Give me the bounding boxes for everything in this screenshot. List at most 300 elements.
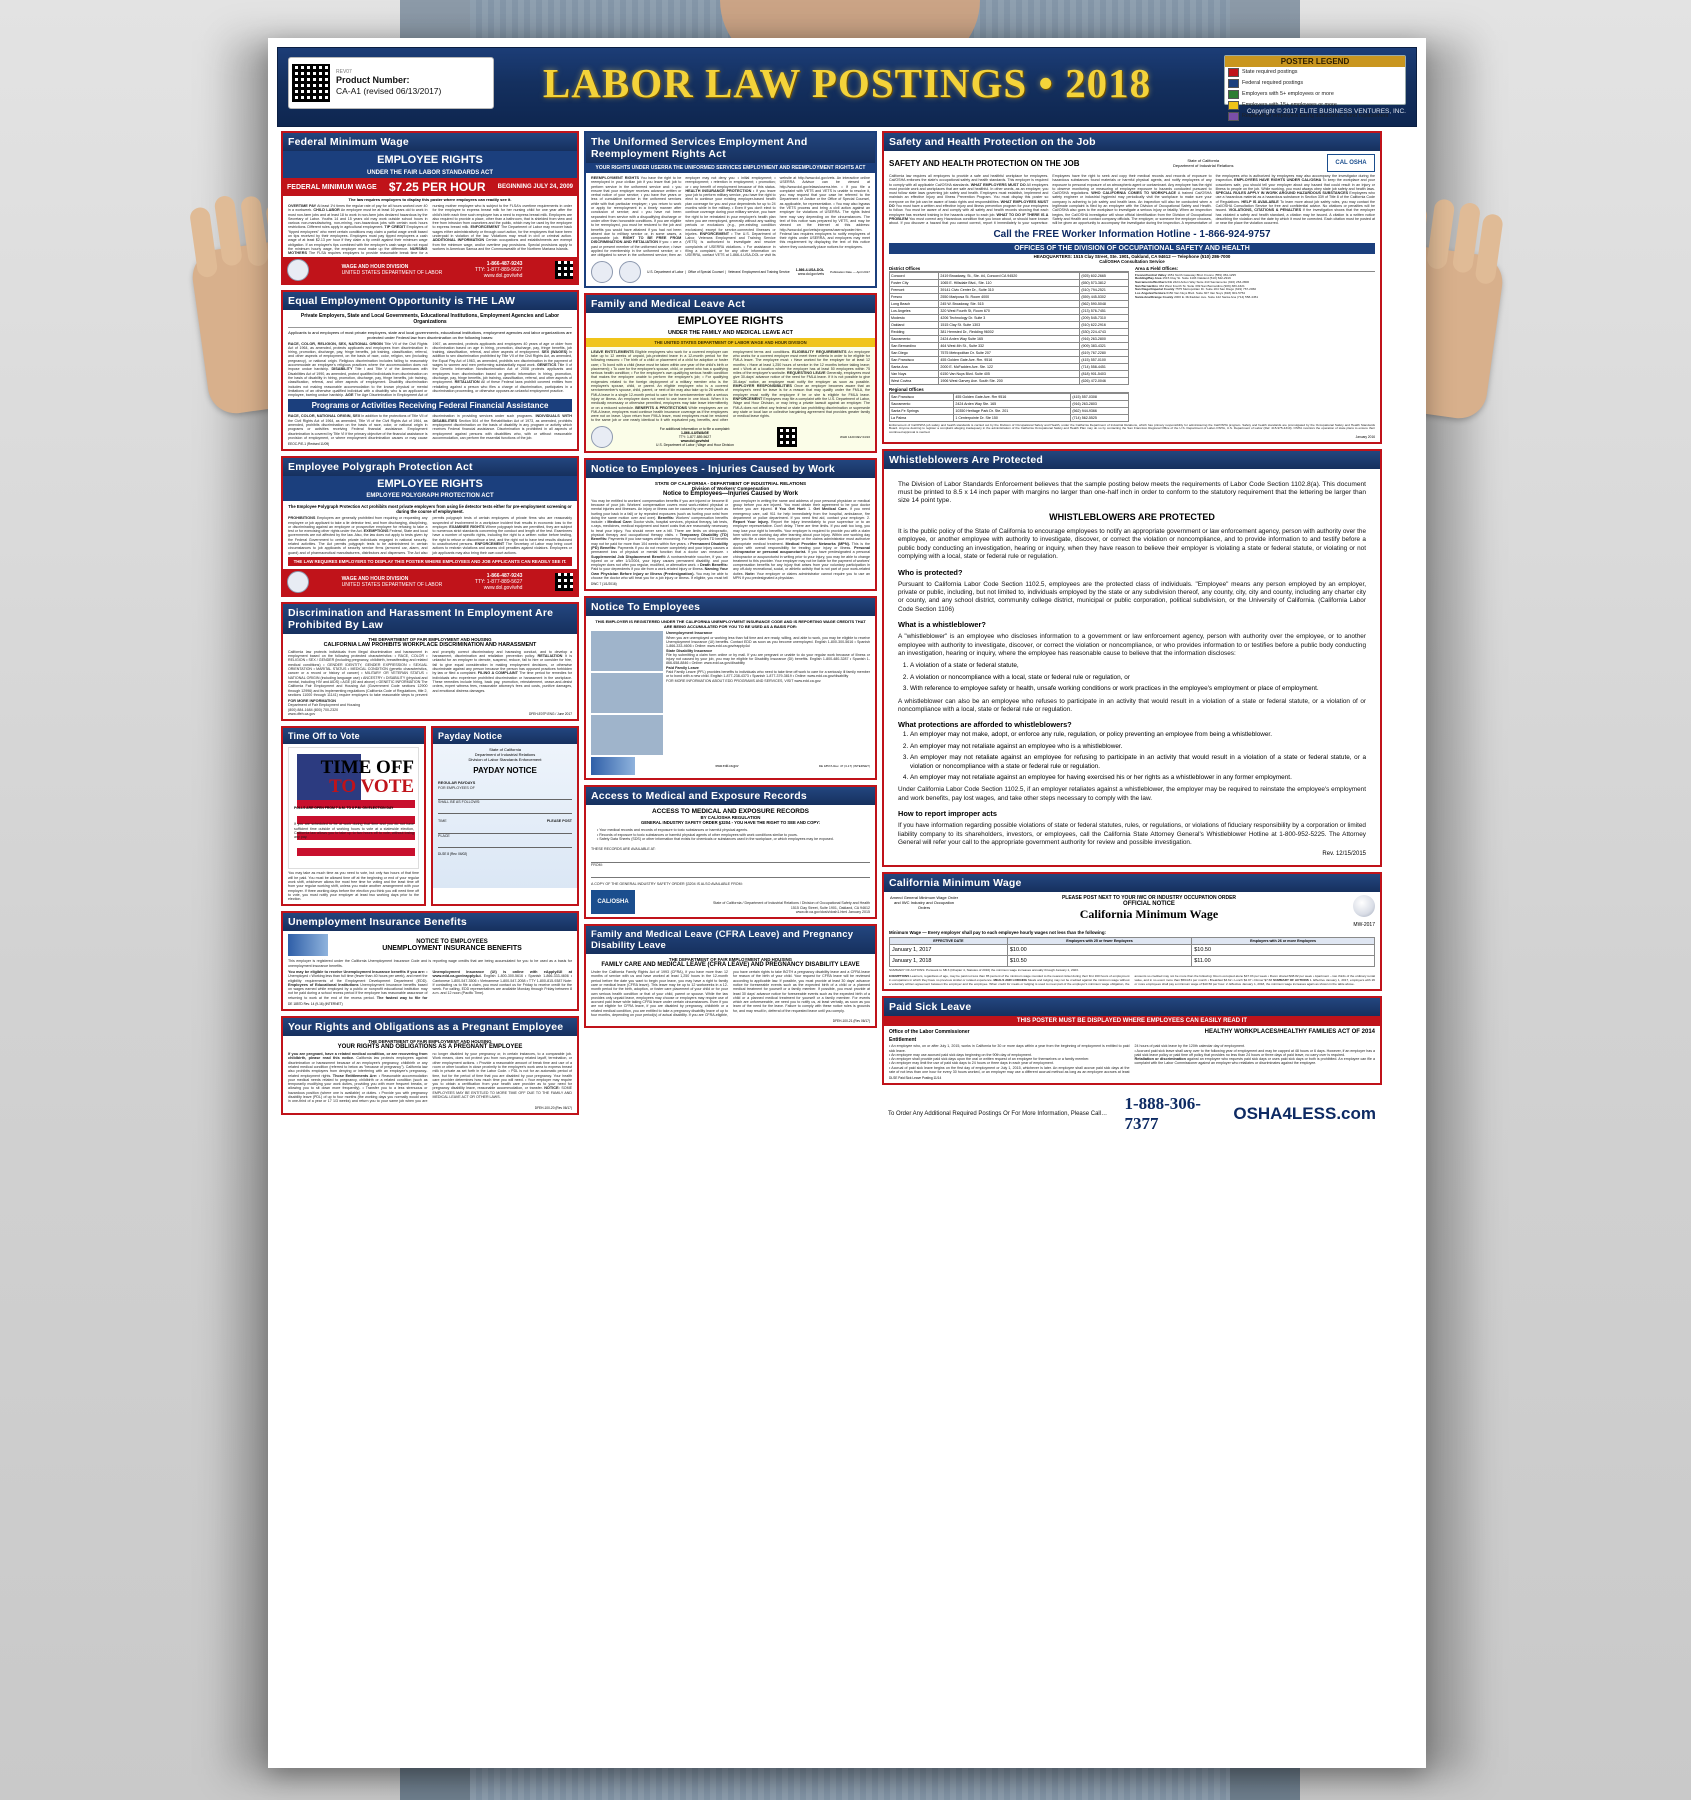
dfeh-contact: Department of Fair Employment and Housing bbox=[288, 703, 361, 708]
psl-title: HEALTHY WORKPLACES/HEALTHY FAMILIES ACT OF 2014 bbox=[1204, 1029, 1375, 1036]
legend-item-0: State required postings bbox=[1242, 69, 1298, 76]
mw-official: OFFICIAL NOTICE bbox=[1123, 901, 1175, 908]
whistle-q1: Who is protected? bbox=[898, 567, 963, 577]
eppa-banner-sub: EMPLOYEE POLYGRAPH PROTECTION ACT bbox=[283, 491, 577, 501]
card-federal-minimum-wage bbox=[281, 131, 579, 285]
eeo-body: RACE, COLOR, RELIGION, SEX, NATIONAL ORIGIN Title VII of the Civil Rights Act of 1964, as amended, protects applicants and employees from discrimination in hiring, promotion, discharge, pay, fringe benefits, job training, classification, referral, and other aspects of employment, on the basis of race, color, religion, sex (including pregnancy), or national origin. Religious discrimination includes failing to reasonably accommodate an employee's religious practices where the accommodation does not impose undue hardship. DISABILITY Title I and Title V of the Americans with Disabilities Act of 1990, as amended, protect qualified individuals from discrimination on the basis of disability in hiring, promotion, discharge, pay, fringe benefits, job training, classification, referral, and other aspects of employment. Disability discrimination includes not making reasonable accommodation to the known physical or mental limitations of an otherwise qualified individual with a disability who is an applicant or employee, barring undue hardship. AGE The Age Discrimination in Employment Act of 1967, as amended, protects applicants and employees 40 years of age or older from discrimination based on age in hiring, promotion, discharge, pay, fringe benefits, job training, classification, referral, and other aspects of employment. SEX (WAGES) In addition to sex discrimination prohibited by Title VII of the Civil Rights Act, as amended, the Equal Pay Act of 1963, as amended, prohibits sex discrimination in the payment of wages to women and men performing substantially equal work. GENETICS Title II of the Genetic Information Nondiscrimination Act of 2008 protects applicants and employees from discrimination based on genetic information in hiring, promotion, discharge, pay, fringe benefits, job training, classification, referral, and other aspects of employment. RETALIATION All of these Federal laws prohibit covered entities from retaliating against a person who files a charge of discrimination, participates in a discrimination proceeding, or otherwise opposes an unlawful employment practice. bbox=[288, 341, 573, 398]
osc-seal-icon bbox=[619, 261, 641, 283]
safety-date: January 2016 bbox=[1355, 434, 1375, 439]
table-header-row bbox=[890, 938, 1375, 945]
card-unemployment-benefits bbox=[281, 911, 579, 1011]
whistle-a1: Pursuant to California Labor Code Section 1102.5, employees are the protected class of individuals. "Employee" means any person employed by an employer, private or public, including, but not limited to, individuals employed by the state or any subdivision thereof, any county, city, city and county, including any charter city or county, and any school district, community college district, municipal or public corporation, political subdivision, or the University of California. (California Labor Code Section 1106) bbox=[898, 580, 1366, 613]
district-12-name: San Francisco bbox=[890, 356, 939, 363]
district-14-addr: 6150 Van Nuys Blvd. Suite 405 bbox=[939, 370, 1080, 377]
payday-please-post: PLEASE POST bbox=[546, 819, 572, 824]
amer-bullet-0: • Your medical records and records of exposure to toxic substances or harmful physical agents. bbox=[597, 828, 749, 833]
dfeh-more-info: FOR MORE INFORMATION bbox=[288, 699, 337, 704]
vote-flag-illustration bbox=[288, 747, 419, 869]
card-notice-to-employees: Notice To Employees THIS EMPLOYER IS REGISTERED UNDER THE CALIFORNIA UNEMPLOYMENT INSURANCE CODE AND IS REPORTING WAGE CREDITS THAT ARE BEING ACCUMULATED FOR YOU TO BE USED AS A BASIS FOR: Unemployment Insurance When you are unemployed or working less than full time and are ready, willing, and able to work, you may be eligible to receive Unemployment Insurance (UI) benefits. Contact EDD as soon as you become unemployed. English 1-800-300-5616 • Spanish 1-866-333-4606 • Online: www.edd.ca.gov/eapply4ui State Disability Insurance File by submitting a claim form online or by mail. If you are pregnant or unable to do your regular work because of illness or injury not caused by your job, you may be eligible for Disability Insurance (DI) benefits. English 1-800-480-3287 • Spanish 1-866-658-8846 • Online: www.edd.ca.gov/disability Paid Family Leave Paid Family Leave (PFL) provides benefits to individuals who need to take time off work to care for a seriously ill family member or to bond with a new child. English 1-877-238-4373 • Spanish 1-877-379-3819 • Online: www.edd.ca.gov/disability FOR MORE INFORMATION ABOUT EDD PROGRAMS AND SERVICES, VISIT www.edd.ca.gov. www.edd.ca.gov DE 1857A Rev. 47 (3-17) (INTERNET) bbox=[584, 596, 877, 780]
district-15-addr: 1906 West Garvey Ave. South Ste. 200 bbox=[939, 377, 1080, 384]
whistle-list-1 bbox=[910, 662, 1366, 693]
cfra-agency: THE DEPARTMENT OF FAIR EMPLOYMENT AND HOUSING bbox=[668, 957, 793, 963]
table-row bbox=[890, 956, 1375, 967]
dfeh-web: www.dfeh.ca.gov bbox=[288, 712, 316, 717]
table-row bbox=[890, 349, 1129, 356]
userra-phone: 1-866-4-USA-DOL bbox=[795, 267, 825, 272]
mw-title: California Minimum Wage bbox=[1079, 907, 1219, 922]
legend-swatch-state bbox=[1228, 68, 1239, 77]
district-3-phone: (559) 445-5302 bbox=[1080, 293, 1129, 300]
district-0-phone: (925) 602-2665 bbox=[1080, 272, 1129, 279]
safety-enforcement-note: Enforcement of Cal/OSHA job safety and health standards is carried out by the Division of Occupational Safety and Health, under the California Department of Industrial Relations, which has primary responsibility for administering the Cal/OSHA program. Safety and health standards are promulgated by the Occupational Safety and Health Standards Board. Anyone desiring to register a complaint alleging inadequacy in the administration of the California Occupational Safety and Health Plan may do so by contacting the San Francisco Regional Office of the U.S. Department of Labor-OSHA, U.S. Department of Labor (Ref. 415-975-4310). OSHA monitors the operation of state plans to ensure their continued approval is merited. bbox=[889, 422, 1375, 434]
dwc-div: Division of Workers' Compensation bbox=[691, 485, 770, 491]
district-7-name: Oakland bbox=[890, 321, 939, 328]
card-header: Payday Notice bbox=[433, 728, 577, 744]
whistle-list1-item-0: 1. A violation of a state or federal statute, bbox=[910, 662, 1366, 670]
safety-hq: HEADQUARTERS: 1515 Clay Street, Ste. 1901, Oakland, CA 94612 — Telephone (510) 286-7000 bbox=[1033, 253, 1231, 259]
card-ca-minimum-wage bbox=[882, 872, 1382, 991]
employee-rights-banner: EMPLOYEE RIGHTS bbox=[283, 151, 577, 169]
table-row bbox=[890, 363, 1129, 370]
column-2 bbox=[584, 131, 877, 1138]
whistle-list2-item-1: 2. An employer may not retaliate against an employee who is a whistleblower. bbox=[910, 743, 1366, 751]
district-8-addr: 381 Hemsted Dr., Redding 96002 bbox=[939, 328, 1080, 335]
whistle-list-2 bbox=[910, 731, 1366, 782]
fmla-body: LEAVE ENTITLEMENTS Eligible employees who work for a covered employer can take up to 12 weeks of unpaid, job-protected leave in a 12-month period for the following reasons: • The birth of a child or placement of a child for adoption or foster care; • To bond with a child (leave must be taken within one year of the child's birth or placement); • To care for the employee's spouse, child, or parent who has a qualifying serious health condition; • For the employee's own qualifying serious health condition that makes the employee unable to perform the employee's job; • For qualifying exigencies related to the foreign deployment of a military member who is the employee's spouse, child, or parent. An eligible employee who is a covered servicemember's spouse, child, parent, or next of kin may also take up to 26 weeks of FMLA leave in a single 12-month period to care for the servicemember with a serious injury or illness. An employee does not need to use leave in one block. When it is medically necessary or otherwise permitted, employees may take leave intermittently or on a reduced schedule. BENEFITS & PROTECTIONS While employees are on FMLA leave, employers must continue health insurance coverage as if the employees were not on leave. Upon return from FMLA leave, most employees must be restored to the same job or one nearly identical to it with equivalent pay, benefits, and other employment terms and conditions. ELIGIBILITY REQUIREMENTS An employee who works for a covered employer must meet three criteria in order to be eligible for FMLA leave. The employee must: • Have worked for the employer for at least 12 months; • Have at least 1,250 hours of service in the 12 months before taking leave; and • Work at a location where the employer has at least 50 employees within 75 miles of the employee's worksite. REQUESTING LEAVE Generally, employees must give 30-days' advance notice of the need for FMLA leave. If it is not possible to give 30-days' notice, an employee must notify the employer as soon as possible. EMPLOYER RESPONSIBILITIES Once an employer becomes aware that an employee's need for leave is for a reason that may qualify under the FMLA, the employer must notify the employee if he or she is eligible for FMLA leave. ENFORCEMENT Employees may file a complaint with the U.S. Department of Labor, Wage and Hour Division, or may bring a private lawsuit against an employer. The FMLA does not affect any federal or state law prohibiting discrimination or supersede any state or local law or collective bargaining agreement that provides greater family or medical leave rights. bbox=[591, 349, 870, 423]
table-row bbox=[890, 314, 1129, 321]
labor-law-poster bbox=[268, 38, 1426, 1768]
card-eeo bbox=[281, 290, 579, 452]
whistle-list2-item-4: Under California Labor Code Section 1102.5, if an employer retaliates against a whistleblower, the employer may be required to reinstate the employee's employment and work benefits, pay lost wages, and take other steps necessary to comply with the law. bbox=[898, 786, 1366, 802]
card-discrimination-harassment bbox=[281, 602, 579, 721]
card-header: Paid Sick Leave bbox=[884, 998, 1380, 1016]
legend-swatch-5plus bbox=[1228, 90, 1239, 99]
flsa-subtitle: UNDER THE FAIR LABOR STANDARDS ACT bbox=[283, 168, 577, 178]
cal-osha-logo: CAL/OSHA bbox=[591, 890, 635, 914]
mw-left-label: Amend General Minimum Wage Order and IWC Industry and Occupation Orders bbox=[889, 895, 959, 911]
eppa-tty: TTY: 1-877-889-5627 bbox=[474, 578, 523, 585]
district-1-name: Foster City bbox=[890, 279, 939, 286]
whistle-intro: It is the public policy of the State of California to encourage employees to notify an appropriate government or law enforcement agency, person with authority over the employee, or another employee with authority to investigate, discover, or correct the violation or noncompliance, and to provide information to and testify before a public body conducting an investigation, hearing or inquiry, when they have reason to believe their employer is violating a state or federal statute, or violating or not complying with a local, state or federal rule or regulation. bbox=[898, 527, 1366, 561]
fmw-label: FEDERAL MINIMUM WAGE bbox=[287, 183, 377, 191]
card-header: Discrimination and Harassment In Employment Are Prohibited By Law bbox=[283, 604, 577, 634]
card-header: Family and Medical Leave Act bbox=[586, 295, 875, 313]
table-row bbox=[890, 272, 1129, 279]
dwc-title: Notice to Employees—Injuries Caused by Work bbox=[663, 490, 798, 497]
eeo-form-code: EEOC-P/E-1 (Revised 11/09) bbox=[288, 442, 330, 447]
pregnant-body: If you are pregnant, have a related medical condition, or are recovering from childbirth, please read this notice. California law protects employees against discrimination or harassment because of an employee's pregnancy, childbirth or any related medical condition (referred to below as "because of pregnancy"). California law also prohibits employers from denying or interfering with an employee's pregnancy-related employment rights. Those Entitlements Are: • Reasonable accommodation your medical needs related to pregnancy, childbirth or a related condition (such as temporarily modifying your work duties, providing you with more frequent breaks, or allowing you to sit down more frequently). • Transfer you to a less strenuous or hazardous position (where one is available) or duties. • Provide you with pregnancy disability leave (PDL) of up to four months (the working days you normally would work in one-third of a year or 17 1/3 weeks) and return you to your same job when you are no longer disabled by your pregnancy or, in certain instances, to a comparable job. Work means, does not protect you from non-pregnancy related layoff, termination, or other employment actions. • Provide a reasonable amount of break time and use of a room or other location in close proximity to the employee's work area to express breast milk in private as set forth in the Labor Code. • PDL is not for an automatic period of time, but for the period of time that you are disabled by your pregnancy. Your health care provider determines how much time you will need. • Your employer may require you to obtain a certification from your health care provider as to your need for pregnancy disability leave, reasonable accommodation, or transfer. NOTICE: SOME EMPLOYEES MAY BE ENTITLED TO MORE TIME OFF DUE TO THE FAMILY AND MEDICAL LEAVE ACT OR OTHER LAWS. bbox=[288, 1052, 572, 1104]
userra-agencies: U.S. Department of Labor | Office of Special Counsel | Veterans' Employment and Training Service bbox=[647, 269, 790, 274]
fmla-banner-sub2: THE UNITED STATES DEPARTMENT OF LABOR WAGE AND HOUR DIVISION bbox=[586, 338, 875, 347]
dwc-body: You may be entitled to workers' compensation benefits if you are injured or become ill because of your job. Workers' compensation covers most work-related physical or mental injuries and illnesses. An injury or illness can be caused by one event (such as hurting your back in a fall) or by repeated exposures (such as hurting your wrist from doing the same motion over and over). Benefits: Workers' compensation benefits include: • Medical Care: Doctor visits, hospital services, physical therapy, lab tests, x-rays, medicines, medical equipment and travel costs that are reasonably necessary to treat your injury. You should never see a bill. There are limits on chiropractic, physical therapy and occupational therapy visits. • Temporary Disability (TD) Benefits: Payments if you lose wages while recovering. For most injuries TD benefits may not be paid for more than 104 weeks within five years. • Permanent Disability (PD) Benefits: Payments if you do not recover completely and your injury causes a permanent loss of physical or mental function that a doctor can measure. • Supplemental Job Displacement Benefit: A nontransferable voucher, if you are injured on or after 1/1/2004, your injury causes permanent disability, and your employer does not offer you regular, modified, or alternative work. • Death Benefits: Paid to your dependents if you die from a work-related injury or illness. Naming Your Own Physician Before Injury or Illness (Predesignation). You may be able to choose the doctor who will treat you for a job injury or illness. If eligible, you must tell your employer in writing the name and address of your personal physician or medical group before you are injured. You must obtain their agreement to be your doctor before you are injured. If You Get Hurt: 1. Get Medical Care. If you need emergency care, call 911 for help immediately from the hospital, ambulance, fire department or police department. If you need first aid, contact your employer. 2. Report Your Injury. Report the injury immediately to your supervisor or to an employer representative. Don't delay. There are time limits. If you wait too long, you may lose your right to benefits. Your employer is required to provide you with a claim form within one working day after learning about your injury. Within one working day after you file a claim form, your employer or the claims administrator must authorize appropriate medical treatment. Medical Provider Networks (MPN). This is the doctor with overall responsibility for treating your injury or illness. Personal chiropractor or personal acupuncturist. If you have predesignated a personal chiropractor or acupuncturist in writing prior to your injury, you may be able to change treatment to this provider. Your employer may not be liable for the payment of workers' compensation benefits for any injury that arises from your voluntary participation in any off-duty recreational, social, or athletic activity that is not part of your work-related duties. Note: Your employer or claims administrator cannot require you to use an MPN if you predesignated a physician. bbox=[591, 498, 871, 581]
card-safety-health bbox=[882, 131, 1382, 444]
table-row bbox=[890, 393, 1129, 400]
mw-sub: Minimum Wage — Every employer shall pay to each employee hourly wages not less than the following: bbox=[889, 930, 1106, 936]
district-1-addr: 1065 E. Hillsdale Blvd., Ste. 110 bbox=[939, 279, 1080, 286]
whistle-list2-item-0: 1. An employer may not make, adopt, or enforce any rule, regulation, or policy preventing an employee from being a whistleblower. bbox=[910, 731, 1366, 739]
userra-web: www.dol.gov/vets bbox=[797, 271, 825, 276]
card-fmla bbox=[584, 293, 877, 453]
mw-code: MW-2017 bbox=[1353, 922, 1375, 929]
vote-body: If you are scheduled to be at work during that time and you do not have sufficient time outside of working hours to vote at a statewide election, California law allows you to take up to two hours off to vote, without losing any pay. bbox=[294, 822, 415, 840]
amer-line-2: FROM: bbox=[591, 862, 603, 867]
pregnant-title: YOUR RIGHTS AND OBLIGATIONS AS A PREGNANT EMPLOYEE bbox=[337, 1044, 523, 1051]
amer-agency: State of California / Department of Industrial Relations / Division of Occupational Safety and Health bbox=[712, 901, 870, 906]
revision-tag: REV07 bbox=[336, 68, 352, 75]
card-header: Federal Minimum Wage bbox=[283, 133, 577, 151]
mw-r1c0: January 1, 2018 bbox=[890, 956, 1008, 967]
psl-office: Office of the Labor Commissioner bbox=[889, 1029, 970, 1036]
amer-web: www.dir.ca.gov/dosh/dosh1.html bbox=[795, 909, 848, 914]
district-offices-table bbox=[889, 272, 1129, 385]
fmla-hotline: 1-866-4-USWAGE bbox=[681, 430, 709, 435]
eeo-subtitle: Private Employers, State and Local Governments, Educational Institutions, Employment Agencies and Labor Organizations bbox=[300, 312, 560, 325]
table-row bbox=[890, 335, 1129, 342]
district-8-name: Redding bbox=[890, 328, 939, 335]
ui-code: DE 1857D Rev. 14 (9-16) (INTERNET) bbox=[288, 1002, 343, 1007]
psl-code: DLSE Paid Sick Leave Posting 11/14 bbox=[889, 1076, 942, 1081]
table-row bbox=[890, 300, 1129, 307]
whd-footer bbox=[283, 257, 577, 283]
district-10-phone: (909) 383-4321 bbox=[1080, 342, 1129, 349]
mw-th-1: Employers with 25 or fewer Employees bbox=[1007, 938, 1191, 945]
district-12-addr: 455 Golden Gate Ave. Rm. 9516 bbox=[939, 356, 1080, 363]
field-offices-header: Area & Field Offices: bbox=[1135, 266, 1375, 272]
eppa-web: www.dol.gov/whd bbox=[483, 584, 523, 591]
dfeh-form-code: DFEH-E07P-ENG / June 2017 bbox=[528, 712, 572, 717]
order-note: To Order Any Additional Required Postings Or For More Information, Please Call… bbox=[888, 1111, 1108, 1118]
district-7-phone: (510) 622-2916 bbox=[1080, 321, 1129, 328]
whistle-q4: How to report improper acts bbox=[898, 809, 997, 819]
district-13-addr: 2000 E. McFadden Ave. Ste. 122 bbox=[939, 363, 1080, 370]
eppa-banner: EMPLOYEE RIGHTS bbox=[283, 476, 577, 492]
amer-addr: 1515 Clay Street, Suite 1901, Oakland, CA 94612 bbox=[790, 905, 870, 910]
whistle-q3: What protections are afforded to whistleblowers? bbox=[898, 720, 1072, 730]
amer-line-1: THESE RECORDS ARE AVAILABLE AT: bbox=[591, 847, 656, 852]
district-6-addr: 4206 Technology Dr. Suite 3 bbox=[939, 314, 1080, 321]
mw-r0c0: January 1, 2017 bbox=[890, 945, 1008, 956]
dol-seal-icon bbox=[287, 571, 309, 593]
payday-dept: Department of Industrial Relations bbox=[474, 752, 536, 758]
eppa-body: PROHIBITIONS Employers are generally prohibited from requiring or requesting any employee or job applicant to take a lie detector test, and from discharging, disciplining, or discriminating against an employee or prospective employee for refusing to take a test or for exercising other rights under the Act. EXEMPTIONS Federal, State and local governments are not affected by the law. Also, the law does not apply to tests given by the Federal Government to certain private individuals engaged in national security-related activities. The Act permits polygraph tests to be administered in certain circumstances to job applicants of security service firms (armored car, alarm, and guard) and of pharmaceutical manufacturers, distributors and dispensers. The Act also permits polygraph tests of certain employees of private firms who are reasonably suspected of involvement in a workplace incident that results in economic loss to the employer. EXAMINEE RIGHTS Where polygraph tests are permitted, they are subject to numerous strict standards concerning the conduct and length of the test. Examinees have a number of specific rights, including the right to a written notice before testing, the right to refuse or discontinue a test, and the right not to have test results disclosed to unauthorized persons. ENFORCEMENT The Secretary of Labor may bring court actions to restrain violations and assess civil penalties against violators. Employees or job applicants may also bring their own court actions. bbox=[288, 516, 572, 555]
cfra-form: DFEH-100-21 (Rev 06/17) bbox=[832, 1019, 870, 1024]
eppa-footer bbox=[283, 569, 577, 595]
card-time-off-to-vote: Time Off to Vote TIME OFF TO VOTE POLLS ARE OPEN FROM 7 A.M. TO 8 P.M. ON ELECTION DAY If you are scheduled to be at work during that time and you do not have sufficient time outside of working hours to vote at a statewide election, California law allows you to take up to two hours off to vote, without losing any pay. You may take as much time as you need to vote, but only two hours of that time will be paid. You must be allowed time off at the beginning or end of your regular work shift, whichever allows the most free time for voting and the least time off from your regular working shift, unless you make another arrangement with your employer. If three working days before the election you think you will need time off to vote, you must notify your employer at least two working days prior to the election. bbox=[281, 726, 426, 906]
district-8-phone: (530) 224-4743 bbox=[1080, 328, 1129, 335]
amer-date: January 2015 bbox=[848, 909, 870, 914]
legend-title: POSTER LEGEND bbox=[1225, 56, 1405, 67]
fmla-banner: EMPLOYEE RIGHTS bbox=[677, 314, 784, 327]
ntoe-code: DE 1857A Rev. 47 (3-17) (INTERNET) bbox=[818, 764, 870, 769]
whistle-a2b: A whistleblower can also be an employee who refuses to participate in an activity that would result in a violation of a state or federal statute, or a violation of or noncompliance with a local, state or federal rule or regulation. bbox=[898, 697, 1366, 713]
card-cfra bbox=[584, 924, 877, 1028]
table-row bbox=[890, 293, 1129, 300]
userra-title: YOUR RIGHTS UNDER USERRA THE UNIFORMED SERVICES EMPLOYMENT AND REEMPLOYMENT RIGHTS ACT bbox=[586, 163, 875, 173]
paid-sick-banner: THIS POSTER MUST BE DISPLAYED WHERE EMPLOYEES CAN EASILY READ IT bbox=[884, 1016, 1380, 1026]
dfeh-agency: THE DEPARTMENT OF FAIR EMPLOYMENT AND HOUSING bbox=[368, 636, 492, 642]
district-5-addr: 320 West Fourth St, Room 670 bbox=[939, 307, 1080, 314]
state-seal-icon bbox=[1353, 895, 1375, 917]
card-header: Notice To Employees bbox=[586, 598, 875, 616]
ntoe-item-0: Unemployment Insurance bbox=[666, 631, 713, 636]
card-header: Equal Employment Opportunity is THE LAW bbox=[283, 292, 577, 310]
mw-body: EXEMPTIONS Learners, regardless of age, may be paid not less than 85 percent of the minimum wage rounded to the nearest nickel during their first 160 hours of employment in occupations in which they have no previous similar or related experience. MEALS AND LODGING Meals and lodging may not be credited against the minimum wage without a voluntary written agreement between the employer and the employee. When credit for meals or lodging is used to meet part of the employer's minimum wage obligation, the amounts so credited may not be more than the following: Room occupied alone $47.03 per week • Room shared $38.82 per week • Apartment – two thirds of the ordinary rental value, and in no event more than $564.81 per month • Breakfast $3.62 • Lunch $4.97 • Dinner $7.68 SUMMARY OF ACTIONS 1. Effective January 1, 2017, employers with 26 or more employees shall pay a minimum wage of $10.50 per hour. 2. Effective January 1, 2018, the minimum wage increases again as shown in the table above. bbox=[889, 974, 1376, 986]
ntoe-web: www.edd.ca.gov bbox=[715, 764, 739, 769]
card-header: California Minimum Wage bbox=[884, 874, 1380, 892]
regional-offices-table bbox=[889, 393, 1129, 422]
whd-tty: TTY: 1-877-889-5627 bbox=[474, 266, 523, 273]
card-header: Notice to Employees - Injuries Caused by Work bbox=[586, 460, 875, 478]
table-row bbox=[890, 328, 1129, 335]
fmla-agency: U.S. Department of Labor | Wage and Hour Division bbox=[656, 442, 734, 447]
district-10-addr: 464 West 4th St., Suite 332 bbox=[939, 342, 1080, 349]
card-header: Unemployment Insurance Benefits bbox=[283, 913, 577, 931]
regional-3-name: La Palma bbox=[890, 414, 954, 421]
amer-line-3: A COPY OF THE GENERAL INDUSTRY SAFETY ORDER §3204 IS ALSO AVAILABLE FROM: bbox=[591, 881, 743, 886]
card-uniformed-services bbox=[584, 131, 877, 288]
legend-swatch-15plus bbox=[1228, 101, 1239, 110]
card-access-medical-exposure bbox=[584, 785, 877, 919]
mw-footnote: SUMMARY OF ACTIONS: Pursuant to SB 3 (Chapter 4, Statutes of 2016) the minimum wage increases annually through January 1, 2023. bbox=[889, 968, 1079, 973]
column-1 bbox=[281, 131, 579, 1138]
payday-field-0-value: FOR EMPLOYEES OF bbox=[438, 785, 475, 790]
legend-swatch-deduction bbox=[1228, 112, 1239, 121]
dfeh-phone: (800) 884-1684 bbox=[288, 707, 313, 712]
fmw-body: OVERTIME PAY At least 1½ times the regular rate of pay for all hours worked over 40 in a workweek. CHILD LABOR An employee must be at least 16 years old to work in most non-farm jobs and at least 18 to work in non-farm jobs declared hazardous by the Secretary of Labor. Youths 14 and 15 years old may work outside school hours in various non-manufacturing, non-mining, non-hazardous jobs with certain work hours restrictions. Different rules apply in agricultural employment. TIP CREDIT Employers of "tipped employees" who meet certain conditions may claim a partial wage credit based on tips received by their employees. Employers must pay tipped employees a cash wage of at least $2.13 per hour if they claim a tip credit against their minimum wage obligation. If an employee's tips combined with the employer's cash wage do not equal the minimum hourly wage, the employer must make up the difference. NURSING MOTHERS The FLSA requires employers to provide reasonable break time for a nursing mother employee who is subject to the FLSA's overtime requirements in order for the employee to express breast milk for her nursing child for one year after the child's birth each time such employee has a need to express breast milk. Employers are also required to provide a place, other than a bathroom, that is shielded from view and free from intrusion from coworkers and the public, which may be used by the employee to express breast milk. ENFORCEMENT The Department of Labor may recover back wages either administratively or through court action, for the employees that have been underpaid in violation of the law. Violations may result in civil or criminal action. ADDITIONAL INFORMATION Certain occupations and establishments are exempt from the minimum wage, and/or overtime pay provisions. Special provisions apply to workers in American Samoa and the Commonwealth of the Northern Mariana Islands. bbox=[288, 204, 573, 256]
mw-r0c1: $10.00 bbox=[1007, 945, 1191, 956]
dwc-code: DWC 7 (1/1/2016) bbox=[591, 582, 617, 587]
district-5-name: Los Angeles bbox=[890, 307, 939, 314]
safety-hotline: Call the FREE Worker Information Hotline - 1-866-924-9757 bbox=[889, 226, 1375, 243]
safety-body: California law requires all employers to provide a safe and healthful workplace for employees. Cal/OSHA enforces the state's occupational safety and health standards. This employer is required to comply with all applicable Cal/OSHA standards. WHAT EMPLOYERS MUST DO All employers must provide work and workplaces that are safe and healthful. In other words, as an employer, you must follow state laws governing job safety and health. Employers must establish, implement and maintain an effective Injury and Illness Prevention Program. You must display this poster so everyone on the job can be aware of basic rights and responsibilities. WHAT EMPLOYEES MUST DO You must have a written and effective injury and illness prevention program for your employees to follow. You must be aware of and comply with all safety and health records showing that each employee has received training in the hazards unique to each job. WHAT TO DO IF THERE IS A PROBLEM You must correct any Hazardous condition that you know about, or should have known about. If you discover a hazard that you cannot correct, report it immediately to your supervisor. Employees have the right to seek and copy their medical records and records of exposure to hazardous substances found materials or harmful physical agents, and notify employees of any exposure to personal exposure of an atmospheric agent or contaminant. Any employee has the right to observe monitoring or measuring of employee exposure to hazards conducted pursuant to Cal/OSHA regulations. WHO CALIFORNIA COMES TO WORKPLACE A trained Cal/OSHA safety engineer or industrial hygienist may periodically visit the workplace to make sure your company is adhering to job safety and health laws. An inspection will also be conducted when a legitimate complaint is filed by an employee with the Division of Occupational Safety and Health. Cal/OSHA also goes to the workplace to investigate a serious injury or fatality. When an inspection begins, the Cal/OSHA investigator will show official identification from the Division of Occupational Safety and Health and contact company officials. The employer, or someone the employer chooses, will be given an opportunity to accompany the investigator during the inspection. A representative of the employees who is authorized by employees may also accompany the investigator during the inspection. EMPLOYEES HAVE RIGHTS UNDER CAL/OSHA To keep the workplace and your coworkers safe, you should tell your employer about any hazard that could result in an injury or illness to people on the job. While working, you must always obey state job safety and health laws. SPECIAL RULES APPLY IN WORK AROUND HAZARDOUS SUBSTANCES Employees who use a hazardous material as a hazardous substance in Section 339 of Title 8 of the California Code of Regulations. HELP IS AVAILABLE To learn more about job safety rules, you may contact the Cal/OSHA Consultation Service for free and confidential advice. No citations or penalties will be issued. VIOLATIONS, CITATIONS & PENALTIES If the investigation shows that the employer has violated a safety and health standard, a citation may be issued. A citation is a written notice describing the violation and the date by which it must be corrected. Each citation must be posted at or near the place the violation occurred. bbox=[889, 174, 1375, 226]
amer-bullet-1: • Records of exposure to toxic substances or harmful physical agents of other employees with work conditions similar to yours. bbox=[597, 832, 798, 837]
district-2-addr: 39141 Civic Center Dr., Suite 310 bbox=[939, 286, 1080, 293]
ui-lead: This employer is registered under the California Unemployment Insurance Code and is reporting wage credits that are being accumulated for you to be used as a basis for unemployment insurance benefits. bbox=[288, 959, 572, 968]
cal-osha-logo: CAL OSHA bbox=[1327, 154, 1375, 172]
whistle-q2: What is a whistleblower? bbox=[898, 620, 986, 630]
amer-title: ACCESS TO MEDICAL AND EXPOSURE RECORDS bbox=[652, 808, 809, 816]
district-1-phone: (650) 573-3812 bbox=[1080, 279, 1129, 286]
regional-1-addr: 2424 Arden Way Ste. 165 bbox=[954, 400, 1071, 407]
fmla-form: WHD 1420 REV 04/16 bbox=[839, 434, 870, 439]
regional-1-name: Sacramento bbox=[890, 400, 954, 407]
amer-bullet-2: • Safety Data Sheets (SDS) or other information that exists for chemicals or substances used in the workplace, or which employees may be exposed. bbox=[597, 836, 834, 841]
dol-seal-icon bbox=[287, 259, 309, 281]
card-header: Access to Medical and Exposure Records bbox=[586, 787, 875, 805]
regional-1-phone: (916) 263-2803 bbox=[1071, 400, 1129, 407]
safety-title: SAFETY AND HEALTH PROTECTION ON THE JOB bbox=[889, 158, 1080, 168]
table-row bbox=[890, 286, 1129, 293]
photo-3 bbox=[591, 715, 663, 755]
table-row bbox=[890, 356, 1129, 363]
card-header: Employee Polygraph Protection Act bbox=[283, 458, 577, 476]
mw-r1c2: $11.00 bbox=[1192, 956, 1375, 967]
district-14-phone: (818) 901-5403 bbox=[1080, 370, 1129, 377]
ui-title-2: UNEMPLOYMENT INSURANCE BENEFITS bbox=[382, 944, 522, 952]
vote-title-1: TIME OFF bbox=[320, 757, 415, 779]
district-11-name: San Diego bbox=[890, 349, 939, 356]
card-header: Time Off to Vote bbox=[283, 728, 424, 744]
fmw-rate: $7.25 PER HOUR bbox=[388, 180, 486, 194]
dol-seal-icon bbox=[591, 426, 613, 448]
card-header: Whistleblowers Are Protected bbox=[884, 451, 1380, 469]
whistle-list2-item-2: 3. An employer may not retaliate against an employee for refusing to participate in an activity that would result in a violation of a state or federal statute, or a violation or noncompliance with a state or federal rule or regulation. bbox=[910, 754, 1366, 771]
field-offices-body: Fresno/Central Valley 1651 North Gateway Blvd. Fresno (559) 454-1295 Redding/Bay Area 1515 Clay St. Suite 1103 Oakland (510) 622-2916 Sacramento/Northern CA 2424 Arden Way Suite 410 Sacramento (916) 263-2800 San Bernardino 464 West Fourth St. Suite 339 San Bernardino (909) 383-4321 San Diego/Imperial County 7575 Metropolitan Dr. Suite 204 San Diego (619) 767-2060 Los Angeles/Ventura 6150 Van Nuys Blvd. Suite 307 Van Nuys (818) 901-5754 Santa Ana/Orange County 2000 E. McFadden Ave. Suite 122 Santa Ana (714) 558-4451 bbox=[1135, 272, 1259, 299]
payday-div: Division of Labor Standards Enforcement bbox=[468, 757, 542, 763]
dfeh-title: CALIFORNIA LAW PROHIBITS WORKPLACE DISCRIMINATION AND HARASSMENT bbox=[323, 641, 537, 648]
eppa-agency: WAGE AND HOUR DIVISION bbox=[341, 575, 409, 582]
mw-th-2: Employers with 26 or more Employees bbox=[1192, 938, 1375, 945]
eeo-subheader-2: Programs or Activities Receiving Federal Financial Assistance bbox=[288, 399, 572, 412]
payday-code: DLSE 8 (Rev. 06/02) bbox=[438, 851, 468, 856]
district-7-addr: 1515 Clay St. Suite 1303 bbox=[939, 321, 1080, 328]
payday-title: PAYDAY NOTICE bbox=[473, 766, 537, 776]
whistle-rev: Rev. 12/15/2015 bbox=[1322, 851, 1366, 858]
card-pregnant-employee bbox=[281, 1016, 579, 1115]
district-6-name: Modesto bbox=[890, 314, 939, 321]
district-9-phone: (916) 263-2800 bbox=[1080, 335, 1129, 342]
mw-r1c1: $10.50 bbox=[1007, 956, 1191, 967]
district-3-name: Fresno bbox=[890, 293, 939, 300]
payday-field-0-label: REGULAR PAYDAYS bbox=[438, 781, 476, 786]
regional-0-name: San Francisco bbox=[890, 393, 954, 400]
ntoe-item-1: State Disability Insurance bbox=[666, 648, 713, 653]
district-9-addr: 2424 Arden Way Suite 165 bbox=[939, 335, 1080, 342]
regional-0-addr: 455 Golden Gate Ave. Rm 9516 bbox=[954, 393, 1071, 400]
district-4-name: Long Beach bbox=[890, 300, 939, 307]
fmla-qr-icon bbox=[777, 427, 797, 447]
dol-seal-icon bbox=[591, 261, 613, 283]
whd-web: www.dol.gov/whd bbox=[483, 272, 523, 279]
whistle-notice: The Division of Labor Standards Enforcement believes that the sample posting below meets the requirements of Labor Code Section 1102.8(a). This document must be printed to 8.5 x 14 inch paper with margins no larger than one-half inch in order to conform to the statutory requirement that the lettering be larger than size 14 point type. bbox=[898, 480, 1366, 505]
fmla-web: www.dol.gov/whd bbox=[680, 438, 710, 443]
product-number: CA-A1 (revised 06/13/2017) bbox=[336, 86, 442, 97]
card-paid-sick-leave bbox=[882, 996, 1382, 1085]
dfeh-tty: (800) 700-2320 bbox=[313, 707, 339, 712]
table-row bbox=[890, 279, 1129, 286]
district-9-name: Sacramento bbox=[890, 335, 939, 342]
dwc-state: STATE OF CALIFORNIA - DEPARTMENT OF INDUSTRIAL RELATIONS bbox=[654, 480, 807, 486]
pregnant-form: DFEH-100-20 (Rev 06/17) bbox=[534, 1105, 572, 1110]
fmw-display-note: The law requires employers to display this poster where employees can readily see it. bbox=[348, 197, 512, 202]
district-10-name: San Bernardino bbox=[890, 342, 939, 349]
district-0-addr: 2419 Broadway, St., Ste. #4, Concord CA 94520 bbox=[939, 272, 1080, 279]
ui-body: You may be eligible to receive Unemployment Insurance benefits if you are: • Unemployed • Working less than full time (fewer than 40 hours per week), and meet the eligibility requirements of the Employment Development Department (EDD). Employees of Educational Institutions Unemployment Insurance benefits based on wages earned while employed by a public or nonprofit educational institution may not be paid during a school recess period if the employee has reasonable assurance of returning to work at the end of the recess period. The fastest way to file for Unemployment Insurance (UI) is online with eApply4UI at www.edd.ca.gov/eapply4ui. English 1-800-300-5616 • Spanish 1-866-333-4606 • Cantonese 1-800-547-3506 • Vietnamese 1-800-547-2058 • TTY 1-800-815-9387 Note: If contacting us to file a claim, you must contact us for Friday to receive credit for the week. For calling, EDD representatives are available Monday through Friday between 8 a.m. and 12 noon (Pacific Time). bbox=[288, 970, 572, 1000]
payday-field-3-label: PLACE bbox=[438, 833, 450, 838]
legend-item-4: Required for employers taking deduction or fund replacement bbox=[1242, 113, 1389, 120]
district-11-phone: (619) 767-2280 bbox=[1080, 349, 1129, 356]
district-6-phone: (209) 545-7310 bbox=[1080, 314, 1129, 321]
amer-sub: BY CAL/OSHA REGULATION bbox=[700, 815, 761, 821]
minimum-wage-table bbox=[889, 937, 1375, 967]
district-0-name: Concord bbox=[890, 272, 939, 279]
table-row bbox=[890, 400, 1129, 407]
card-header: Family and Medical Leave (CFRA Leave) and Pregnancy Disability Leave bbox=[586, 926, 875, 954]
mw-post-note: PLEASE POST NEXT TO YOUR IWC OR INDUSTRY OCCUPATION ORDER bbox=[1061, 895, 1237, 902]
card-polygraph bbox=[281, 456, 579, 597]
eeo-federal-assistance-body: RACE, COLOR, NATIONAL ORIGIN, SEX In addition to the protections of Title VII of the Civil Rights Act of 1964, as amended, Title VI of the Civil Rights Act of 1964, as amended, prohibits discrimination on the basis of race, color, or national origin in programs or activities receiving Federal financial assistance. Employment discrimination is covered by Title VI if the primary objective of the financial assistance is provision of employment, or where employment discrimination causes or may cause discrimination in providing services under such programs. INDIVIDUALS WITH DISABILITIES Section 504 of the Rehabilitation Act of 1973, as amended, prohibits employment discrimination on the basis of disability in any program or activity which receives Federal financial assistance. Discrimination is prohibited in all aspects of employment against persons with disabilities who, with or without reasonable accommodation, can perform the essential functions of the job. bbox=[288, 414, 572, 440]
whistle-list1-item-2: 3. With reference to employee safety or health, unsafe working conditions or work practices in the employee's employment or place of employment. bbox=[910, 685, 1366, 693]
whd-hotline: 1-866-487-9243 bbox=[486, 260, 523, 267]
vote-title-2: TO VOTE bbox=[329, 776, 415, 798]
fmw-date: BEGINNING JULY 24, 2009 bbox=[497, 184, 573, 190]
psl-bullet-0: An employee who, on or after July 1, 2015, works in California for 30 or more days within a year from the beginning of employment is entitled to paid sick leave. bbox=[889, 1044, 1130, 1053]
userra-pub: Publication Date — April 2017 bbox=[830, 269, 870, 274]
regional-0-phone: (415) 557-0308 bbox=[1071, 393, 1129, 400]
payday-field-1-label: SHALL BE AS FOLLOWS: bbox=[438, 799, 481, 804]
legend-swatch-federal bbox=[1228, 79, 1239, 88]
whistle-list2-item-3: 4. An employer may not retaliate against an employee for having exercised his or her rights as a whistleblower in any former employment. bbox=[910, 774, 1366, 782]
card-whistleblowers bbox=[882, 449, 1382, 868]
regional-3-addr: 1 Centerpointe Dr. Ste 150 bbox=[954, 414, 1071, 421]
regional-offices-header: Regional Offices bbox=[889, 387, 1129, 393]
amer-sub2: GENERAL INDUSTRY SAFETY ORDER §3204 - YOU HAVE THE RIGHT TO SEE AND COPY: bbox=[640, 820, 820, 826]
psl-entitlement-label: Entitlement bbox=[889, 1037, 917, 1044]
safety-state: State of California bbox=[1187, 158, 1220, 163]
regional-2-phone: (562) 944-9366 bbox=[1071, 407, 1129, 414]
eppa-hotline: 1-866-487-9243 bbox=[486, 572, 523, 579]
district-4-addr: 245 W. Broadway, Ste. 515 bbox=[939, 300, 1080, 307]
card-header: The Uniformed Services Employment And Reemployment Rights Act bbox=[586, 133, 875, 163]
district-15-phone: (626) 472-0046 bbox=[1080, 377, 1129, 384]
whd-dept: UNITED STATES DEPARTMENT OF LABOR bbox=[341, 269, 443, 276]
table-row bbox=[890, 321, 1129, 328]
poster-header bbox=[277, 47, 1417, 127]
eppa-qr-icon bbox=[555, 573, 573, 591]
table-row bbox=[890, 407, 1129, 414]
legend-item-2: Employers with 5+ employees or more bbox=[1242, 91, 1334, 98]
payday-field-2-label: TIME bbox=[438, 819, 447, 824]
psl-bullet-3: An employer may limit the use of paid sick days to 24 hours or three days in each year of employment. bbox=[891, 1061, 1054, 1066]
regional-2-name: Santa Fe Springs bbox=[890, 407, 954, 414]
district-14-name: Van Nuys bbox=[890, 370, 939, 377]
dfeh-body: California law protects individuals from illegal discrimination and harassment in employment based on the following protected characteristics: • RACE, COLOR • RELIGION • SEX / GENDER (including pregnancy, childbirth, breastfeeding and related medical conditions) • GENDER IDENTITY, GENDER EXPRESSION • SEXUAL ORIENTATION • MARITAL STATUS • MEDICAL CONDITION (genetic characteristics, cancer or a record or history of cancer) • MILITARY OR VETERAN STATUS • NATIONAL ORIGIN (including language use) • ANCESTRY • DISABILITY (physical and mental, including HIV and AIDS) • AGE (40 and above) • GENETIC INFORMATION The California Fair Employment and Housing Act (Government Code sections 12900 through 12996) and its implementing regulations (California Code of Regulations, title 2, sections 11000 through 11141) require employers to take reasonable steps to prevent and promptly correct discriminatory and harassing conduct, and to develop a harassment, discrimination and retaliation prevention policy. RETALIATION It is unlawful for an employer to demote, suspend, reduce, fail to hire or consider for hire, fail to give equal consideration in making employment decisions, or otherwise discriminate against any person because the person has opposed practices forbidden by law or filed a complaint. FILING A COMPLAINT The time period for remedies for individuals who experience prohibited discrimination or harassment in the workplace. These remedies include hiring, back pay, promotion, reinstatement, cease-and-desist orders, expert witness fees, reasonable attorney's fees and costs, punitive damages, and emotional distress damages. bbox=[288, 649, 573, 697]
district-2-phone: (510) 794-2521 bbox=[1080, 286, 1129, 293]
district-3-addr: 2550 Mariposa St. Room 4000 bbox=[939, 293, 1080, 300]
payday-state: State of California bbox=[489, 747, 521, 753]
district-2-name: Fremont bbox=[890, 286, 939, 293]
whistle-list1-item-1: 2. A violation or noncompliance with a local, state or federal rule or regulation, or bbox=[910, 674, 1366, 682]
table-row bbox=[890, 307, 1129, 314]
edd-logo bbox=[288, 934, 328, 956]
table-row bbox=[890, 370, 1129, 377]
table-row bbox=[890, 945, 1375, 956]
whistle-a4: If you have information regarding possible violations of state or federal statutes, rules, or regulations, or violations of fiduciary responsibility by a corporation or limited liability company to its shareholders, investors, or employees, call the California State Attorney General's Whistleblower Hotline at 1-800-952-5225. The Attorney General will refer your call to the appropriate government authority for review and possible investigation. bbox=[898, 822, 1366, 847]
column-3 bbox=[882, 131, 1382, 1138]
userra-body: REEMPLOYMENT RIGHTS You have the right to be reemployed in your civilian job if you leave that job to perform service in the uniformed service and: • you ensure that your employer receives advance written or verbal notice of your service; • you have five years or less of cumulative service in the uniformed services while with that particular employer; • you return to work or apply for reemployment in a timely manner after conclusion of service; and • you have not been separated from service with a disqualifying discharge or under other than honorable conditions. If you are eligible to be reemployed, you must be restored to the job and benefits you would have attained if you had not been absent due to military service or, in some cases, a comparable job. RIGHT TO BE FREE FROM DISCRIMINATION AND RETALIATION If you: • are a past or present member of the uniformed service; • have applied for membership in the uniformed service; or • are obligated to serve in the uniformed service; then an employer may not deny you: • initial employment; • reemployment; • retention in employment; • promotion; or • any benefit of employment because of this status. HEALTH INSURANCE PROTECTION • If you leave your job to perform military service, you have the right to elect to continue your existing employer-based health plan coverage for you and your dependents for up to 24 months while in the military. • Even if you don't elect to continue coverage during your military service, you have the right to be reinstated in your employer's health plan when you are reemployed, generally without any waiting periods or exclusions (e.g., pre-existing condition exclusions) except for service-connected illnesses or injuries. ENFORCEMENT • The U.S. Department of Labor, Veterans Employment and Training Service (VETS) is authorized to investigate and resolve complaints of USERRA violations. • For assistance in filing a complaint, or for any other information on USERRA, contact VETS at 1-866-4-USA-DOL or visit its website at http://www.dol.gov/vets. An interactive online USERRA Advisor can be viewed at http://www.dol.gov/elaws/userra.htm. • If you file a complaint with VETS and VETS is unable to resolve it, you may request that your case be referred to the Department of Justice or the Office of Special Counsel, as applicable, for representation. • You may also bypass the VETS process and bring a civil action against an employer for violations of USERRA. The rights listed here may vary depending on the circumstances. The text of this notice was prepared by VETS, and may be viewed on the internet at this address: http://www.dol.gov/vets/programs/userra/poster.htm. Federal law requires employers to notify employees of their rights under USERRA, and employers may meet this requirement by displaying the text of this notice where they customarily place notices for employees. bbox=[591, 176, 870, 258]
ui-title: NOTICE TO EMPLOYEES bbox=[416, 938, 488, 945]
district-4-phone: (562) 590-5048 bbox=[1080, 300, 1129, 307]
card-header: Your Rights and Obligations as a Pregnant Employee bbox=[283, 1018, 577, 1036]
eppa-notice: THE LAW REQUIRES EMPLOYERS TO DISPLAY THIS POSTER WHERE EMPLOYEES AND JOB APPLICANTS CAN READILY SEE IT. bbox=[288, 557, 572, 566]
whistle-a2: A "whistleblower" is an employee who discloses information to a government or law enforcement agency, person with authority over the employee, or to another employee with authority to investigate, discover, or correct the violation or noncompliance, or who provides information to or testifies before a public body conducting an investigation, hearing or inquiry, where the employee has reasonable cause to believe that the information discloses: bbox=[898, 633, 1366, 657]
psl-bullet-1: An employee may use accrued paid sick days beginning on the 90th day of employment. bbox=[891, 1052, 1032, 1057]
legend-item-1: Federal required postings bbox=[1242, 80, 1304, 87]
card-payday-notice bbox=[431, 726, 579, 906]
pregnant-agency: THE DEPARTMENT OF FAIR EMPLOYMENT AND HOUSING bbox=[368, 1039, 492, 1045]
order-phone: 1-888-306-7377 bbox=[1124, 1094, 1201, 1134]
safety-dept: Department of Industrial Relations bbox=[1173, 163, 1234, 168]
district-5-phone: (213) 576-7451 bbox=[1080, 307, 1129, 314]
table-row bbox=[890, 342, 1129, 349]
fmla-tty: TTY: 1-877-889-5627 bbox=[678, 434, 712, 439]
vote-sub: POLLS ARE OPEN FROM 7 A.M. TO 8 P.M. ON ELECTION DAY bbox=[294, 806, 394, 811]
legend-item-3: Employers with 15+ employees or more bbox=[1242, 102, 1337, 109]
district-12-phone: (415) 557-0100 bbox=[1080, 356, 1129, 363]
eppa-sub: The Employee Polygraph Protection Act prohibits most private employers from using lie detector tests either for pre-employment screening or during the course of employment. bbox=[288, 504, 572, 515]
district-11-addr: 7575 Metropolitan Dr. Suite 207 bbox=[939, 349, 1080, 356]
psl-bullets: • An employee who, on or after July 1, 2015, works in California for 30 or more days within a year from the beginning of employment is entitled to paid sick leave. • An employee may use accrued paid sick days beginning on the 90th day of employment. • An employer shall provide paid sick days upon the oral or written request of an employee for themselves or a family member. • An employer may limit the use of paid sick days to 24 hours or three days in each year of employment. • Accrual of paid sick leave begins on the first day of employment or July 1, 2015, whichever is later. An employee shall accrue paid sick days at the rate of not less than one hour for every 30 hours worked, or an employer may use a different accrual method as long as an employee accrues at least 24 hours of paid sick leave by the 120th calendar day of employment. • Accrued paid sick leave shall carry over to the following year of employment and may be capped at 48 hours or 6 days. However, if an employer has a paid sick leave policy or paid time off policy that provides no less than 24 hours or three days of paid leave, no carry over is required. Retaliation or discrimination against an employee who requests paid sick days or uses paid sick days or both is prohibited. An employee can file a complaint with the Labor Commissioner against an employer who retaliates or discriminates against the employee. bbox=[889, 1044, 1375, 1075]
